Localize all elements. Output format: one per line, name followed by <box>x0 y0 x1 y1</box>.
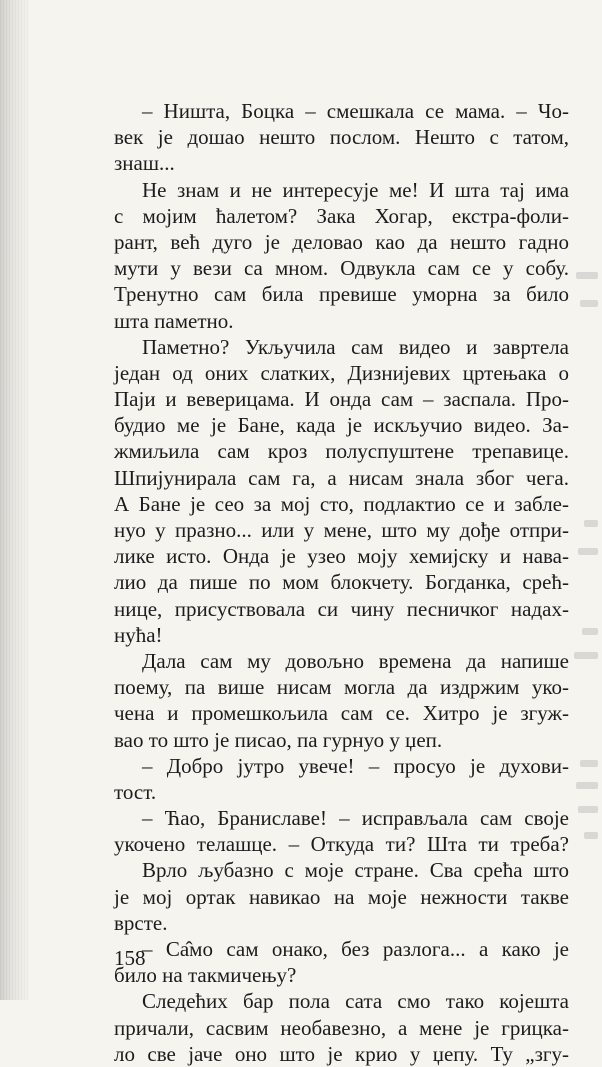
text-line: шта паметно. <box>114 308 234 333</box>
text-line: ло све јаче оно што је крио у џепу. Ту „згу- <box>114 1041 569 1066</box>
text-line: један од оних слатких, Дизнијевих цртењака о <box>114 360 569 385</box>
text-line: причали, сасвим необавезно, а мене је грицка- <box>114 1015 569 1040</box>
text-line: укочено телашце. – Откуда ти? Шта ти треба? <box>114 832 569 857</box>
text-line: је мој ортак навикао на моје нежности такве <box>114 884 569 909</box>
text-line: поему, па више нисам могла да издржим уко- <box>114 675 569 700</box>
text-line: Дала сам му довољно времена да напише <box>142 648 569 673</box>
text-line: нуо у празно... или у мене, што му дође отпри- <box>114 518 569 542</box>
text-line: Врло љубазно с моје стране. Сва срећа што <box>142 858 569 883</box>
page-number: 158 <box>114 946 146 970</box>
bleed-through-marks <box>570 0 602 1000</box>
text-line: рант, већ дуго је деловао као да нешто гадно <box>114 229 569 254</box>
text-line: било на такмичењу? <box>114 963 297 988</box>
text-line: Тренутно сам била превише уморна за било <box>114 282 569 307</box>
text-line: Не знам и не интересује ме! И шта тај има <box>142 177 569 202</box>
text-line: – Ништа, Боцка – смешкала се мама. – Чо- <box>142 99 569 123</box>
text-line: Паји и веверицама. И онда сам – заспала. Про- <box>114 387 569 412</box>
text-line: – Добро јутро увече! – просуо је духови- <box>142 753 569 778</box>
text-line: – Са̂мо сам онако, без разлога... а како је <box>142 937 569 961</box>
page-edge-shadow <box>0 0 30 1000</box>
text-line: мути у вези са мном. Одвукла сам се у собу. <box>114 256 569 281</box>
text-line: век је дошао нешто послом. Нешто с татом, <box>114 125 569 150</box>
text-line: нућа! <box>114 622 163 647</box>
text-line: знаш... <box>114 151 175 176</box>
text-line: – Ћао, Браниславе! – исправљала сам своје <box>142 806 569 831</box>
text-line: вао то што је писао, па гурнуо у џеп. <box>114 727 443 752</box>
text-line: будио ме је Бане, када је искључио видео. За- <box>114 413 569 438</box>
text-line: нице, присуствовала си чину песничког надах- <box>114 596 569 621</box>
text-line: тост. <box>114 779 157 804</box>
text-line: Паметно? Укључила сам видео и завртела <box>142 334 569 359</box>
text-line: лио да пише по мом блокчету. Богданка, срећ- <box>114 570 569 595</box>
text-line: Шпијунирала сам га, а нисам знала због чега. <box>114 465 569 490</box>
text-line: Следећих бар пола сата смо тако којешта <box>142 989 569 1014</box>
body-text <box>114 98 569 1067</box>
text-line: чена и промешкољила сам се. Хитро је згуж- <box>114 701 569 726</box>
text-line: А Бане је сео за мој сто, подлактио се и забле- <box>114 491 569 516</box>
text-line: жмиљила сам кроз полуспуштене трепавице. <box>114 439 569 464</box>
text-line: врсте. <box>114 910 168 935</box>
text-line: лике исто. Онда је узео моју хемијску и нава- <box>114 544 569 569</box>
text-line: с мојим ћалетом? Зака Хогар, екстра-фоли- <box>114 203 569 228</box>
